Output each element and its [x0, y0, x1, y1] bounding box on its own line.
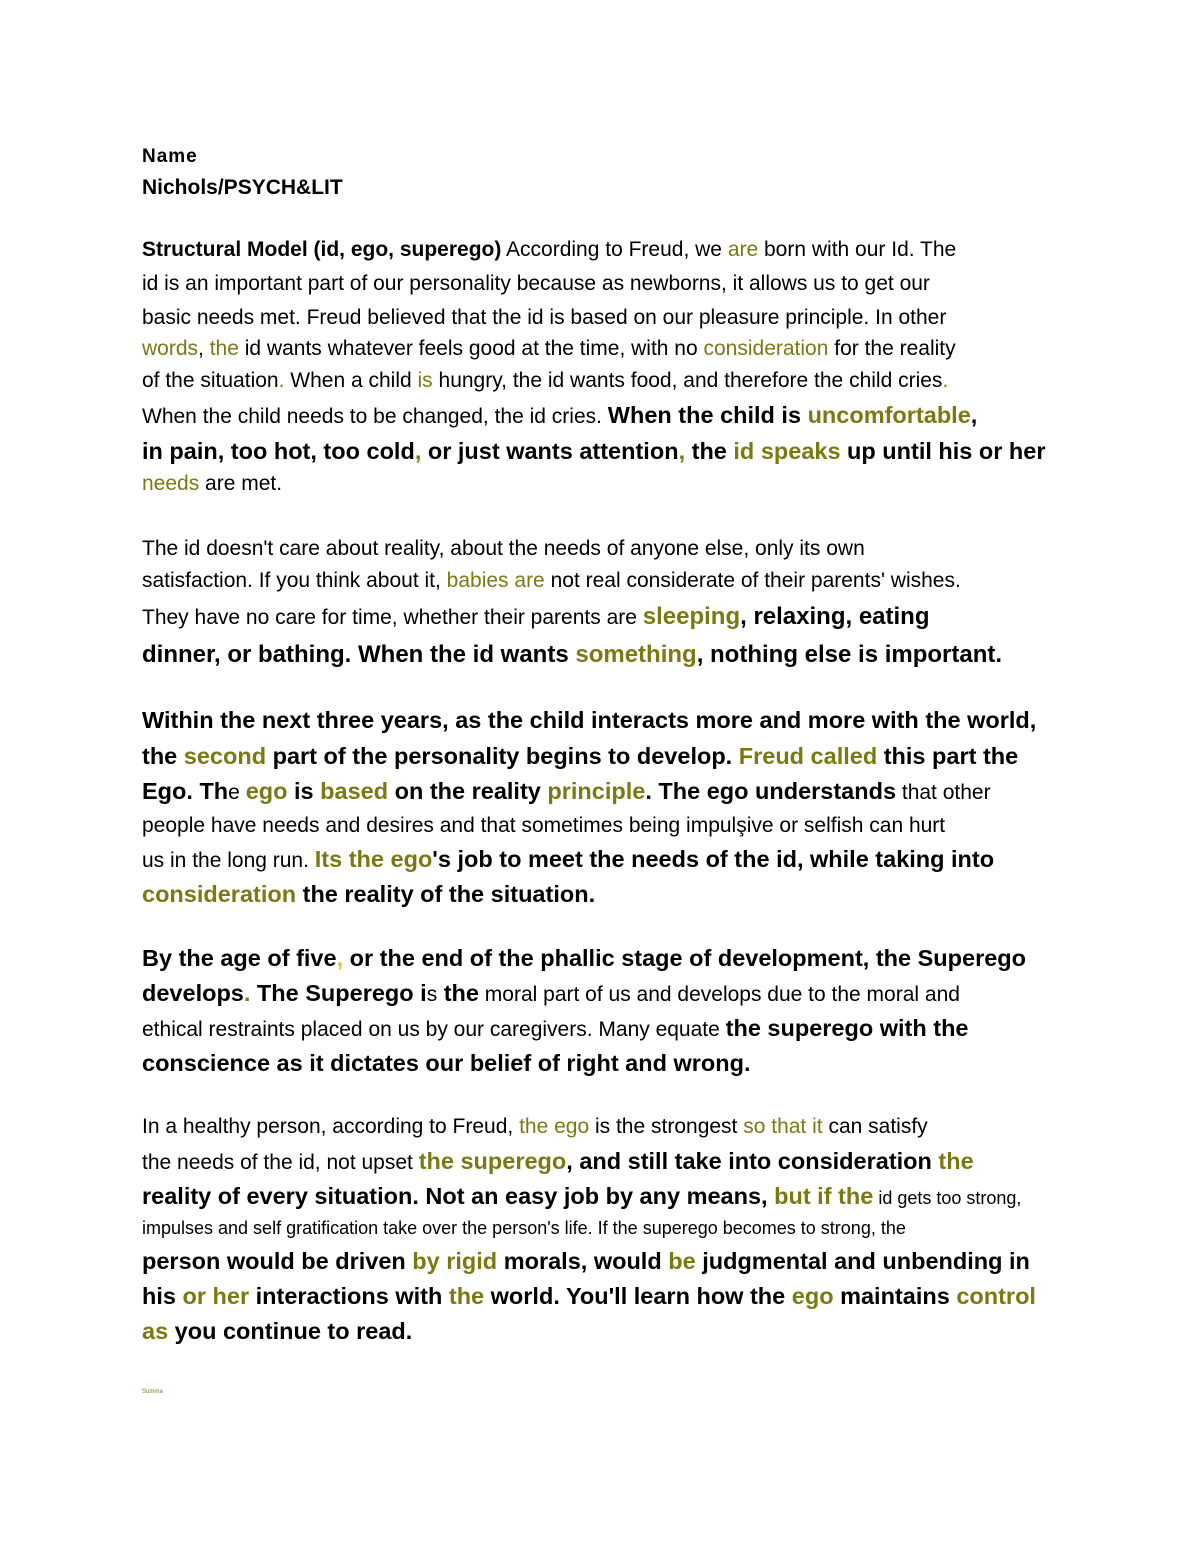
course-label: Nichols/PSYCH&LIT: [142, 176, 343, 199]
p5-line1: In a healthy person, according to Freud, the ego is the strongest so that it can satisfy: [142, 1115, 928, 1138]
p5-line2: the needs of the id, not upset the superego, and still take into consideration the: [142, 1148, 974, 1174]
p2-line4: dinner, or bathing. When the id wants something, nothing else is important.: [142, 641, 1003, 668]
p1-line2: id is an important part of our personality because as newborns, it allows us to get our: [142, 272, 930, 295]
p4-line2: develops. The Superego is the moral part of us and develops due to the moral and: [142, 980, 960, 1006]
p2-line3: They have no care for time, whether their parents are sleeping, relaxing, eating: [142, 603, 930, 630]
p1-line8: needs are met.: [142, 472, 283, 495]
p5-line6: his or her interactions with the world. You'll learn how the ego maintains control: [142, 1283, 1036, 1309]
footer-mark: Summa: [142, 1389, 163, 1395]
p3-line5: us in the long run. Its the ego's job to meet the needs of the id, while taking into: [142, 846, 995, 872]
p1-line4: words, the id wants whatever feels good at the time, with no consideration for the reality: [142, 337, 956, 360]
p5-line5: person would be driven by rigid morals, would be judgmental and unbending in: [142, 1248, 1030, 1274]
p1-line6: When the child needs to be changed, the id cries. When the child is uncomfortable,: [142, 402, 978, 428]
p1-line1: Structural Model (id, ego, superego) According to Freud, we are born with our Id. The: [142, 238, 957, 261]
p3-line6: consideration the reality of the situation.: [142, 881, 596, 907]
p2-line2: satisfaction. If you think about it, babies are not real considerate of their parents' wishes.: [142, 569, 961, 592]
student-name-label: Name: [142, 146, 198, 167]
p4-line3: ethical restraints placed on us by our caregivers. Many equate the superego with the: [142, 1015, 969, 1041]
p1-line7: in pain, too hot, too cold, or just wants attention, the id speaks up until his or her: [142, 438, 1046, 464]
p2-line1: The id doesn't care about reality, about the needs of anyone else, only its own: [142, 537, 865, 560]
p5-line4: impulses and self gratification take over the person's life. If the superego becomes to strong, the: [142, 1218, 906, 1238]
p4-line1: By the age of five, or the end of the phallic stage of development, the Superego: [142, 945, 1027, 971]
p1-line3: basic needs met. Freud believed that the id is based on our pleasure principle. In other: [142, 306, 947, 329]
p3-line3: Ego. The ego is based on the reality principle. The ego understands that other: [142, 778, 991, 804]
p5-line3: reality of every situation. Not an easy job by any means, but if the id gets too strong,: [142, 1183, 1022, 1209]
p3-line1: Within the next three years, as the child interacts more and more with the world,: [142, 707, 1037, 733]
p5-line7: as you continue to read.: [142, 1318, 413, 1344]
p3-line2: the second part of the personality begins to develop. Freud called this part the: [142, 743, 1019, 769]
p3-line4: people have needs and desires and that sometimes being impulşive or selfish can hurt: [142, 814, 946, 837]
p4-line4: conscience as it dictates our belief of right and wrong.: [142, 1050, 751, 1076]
p1-line5: of the situation. When a child is hungry, the id wants food, and therefore the child cries.: [142, 369, 949, 392]
